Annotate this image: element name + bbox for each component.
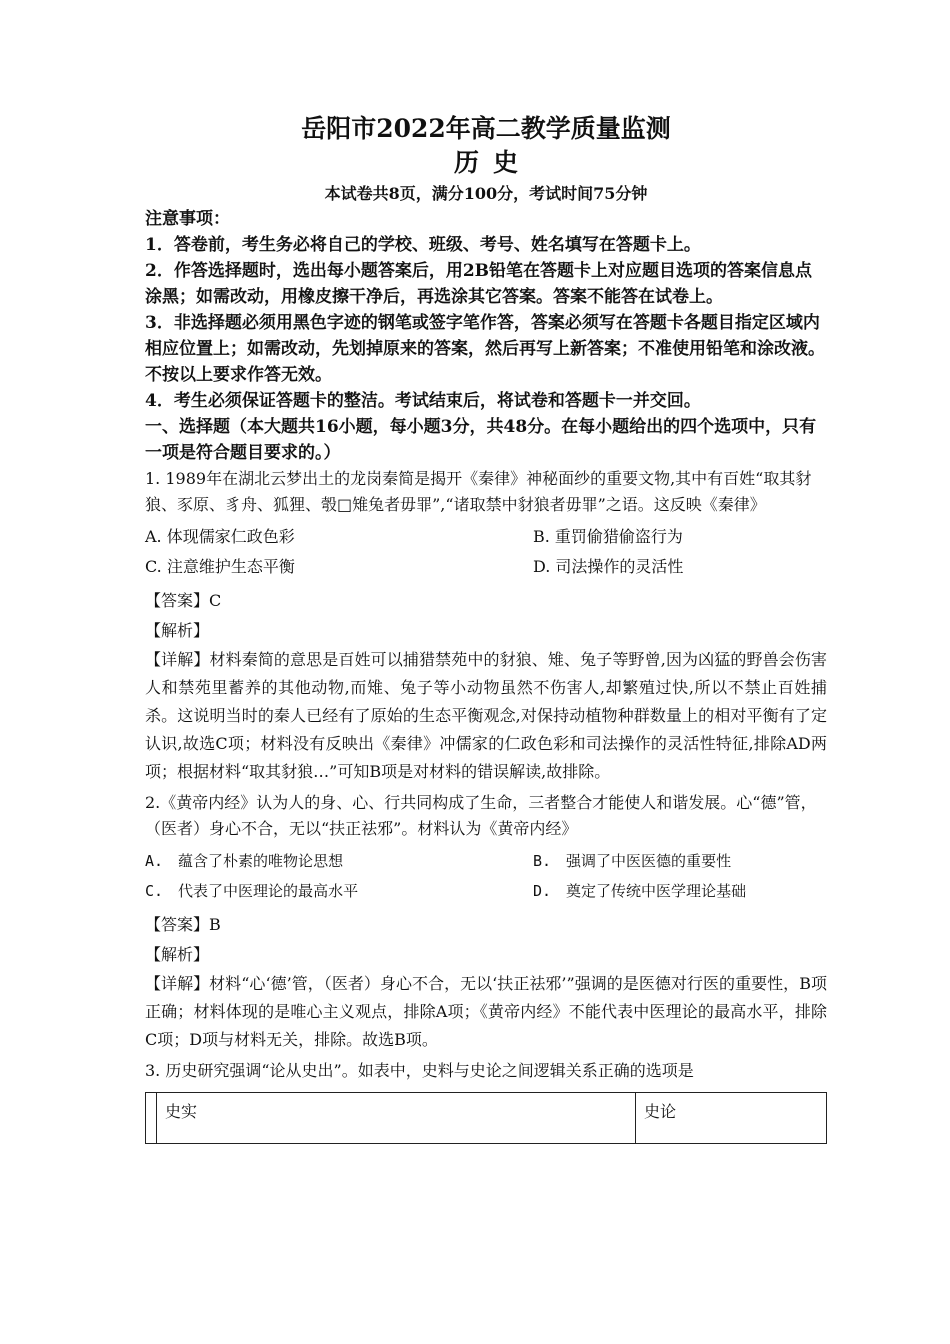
question-2-answer: 【答案】B bbox=[145, 915, 221, 934]
table-index-cell bbox=[146, 1093, 157, 1144]
question-2-analysis: 【解析】 bbox=[145, 945, 210, 964]
subject-title: 历史 bbox=[453, 148, 532, 177]
question-1-options bbox=[145, 522, 827, 582]
notice-item: 3．非选择题必须用黑色字迹的钢笔或签字笔作答，答案必须写在答题卡各题目指定区域内相应位置上；如需改动，先划掉原来的答案，然后再写上新答案；不准使用铅笔和涂改液。不按以上要求作答无效。 bbox=[145, 313, 825, 385]
option-c: C. 代表了中医理论的最高水平 bbox=[145, 882, 359, 900]
notice-item: 1．答卷前，考生务必将自己的学校、班级、考号、姓名填写在答题卡上。 bbox=[145, 235, 701, 255]
question-1-answer: 【答案】C bbox=[145, 591, 222, 610]
table-header-argument: 史论 bbox=[636, 1093, 827, 1144]
question-1-analysis: 【解析】 bbox=[145, 621, 210, 640]
table-header-row bbox=[146, 1093, 827, 1144]
question-2-stem: 2.《黄帝内经》认为人的身、心、行共同构成了生命，三者整合才能使人和谐发展。心“德”管，（医者）身心不合，无以“扶正祛邪”。材料认为《黄帝内经》 bbox=[145, 793, 817, 838]
question-3-stem: 3. 历史研究强调“论从史出”。如表中，史料与史论之间逻辑关系正确的选项是 bbox=[145, 1061, 694, 1080]
option-c: C. 注意维护生态平衡 bbox=[145, 557, 295, 576]
option-a: A. 体现儒家仁政色彩 bbox=[145, 527, 295, 546]
question-1-detail: 【详解】材料秦简的意思是百姓可以捕猎禁苑中的豺狼、雉、兔子等野曾,因为凶猛的野兽会伤害人和禁苑里蓄养的其他动物,而雉、兔子等小动物虽然不伤害人,却繁殖过快,所以不禁止百姓捕杀。这说明当时的秦人已经有了原始的生态平衡观念,对保持动植物种群数量上的相对平衡有了定认识,故选C项；材料没有反映出《秦律》冲儒家的仁政色彩和司法操作的灵活性特征,排除AD两项；根据材料“取其豺狼…”可知B项是对材料的错误解读,故排除。 bbox=[145, 650, 827, 781]
option-d: D. 司法操作的灵活性 bbox=[533, 557, 684, 576]
question-2-detail: 【详解】材料“心‘德’管，（医者）身心不合，无以‘扶正祛邪’”强调的是医德对行医的重要性，B项正确；材料体现的是唯心主义观点，排除A项；《黄帝内经》不能代表中医理论的最高水平，排除C项；D项与材料无关，排除。故选B项。 bbox=[145, 974, 827, 1049]
question-2-options bbox=[145, 846, 827, 906]
option-a: A. 蕴含了朴素的唯物论思想 bbox=[145, 852, 344, 870]
exam-info: 本试卷共8页，满分100分，考试时间75分钟 bbox=[324, 184, 648, 203]
notice-item: 2．作答选择题时，选出每小题答案后，用2B铅笔在答题卡上对应题目选项的答案信息点涂黑；如需改动，用橡皮擦干净后，再选涂其它答案。答案不能答在试卷上。 bbox=[145, 261, 813, 307]
notice-heading: 注意事项： bbox=[145, 209, 230, 229]
table-header-facts: 史实 bbox=[157, 1093, 636, 1144]
option-d: D. 奠定了传统中医学理论基础 bbox=[533, 882, 747, 900]
exam-title: 岳阳市2022年高二教学质量监测 bbox=[301, 114, 671, 143]
option-b: B. 重罚偷猎偷盗行为 bbox=[533, 527, 683, 546]
question-1-stem: 1. 1989年在湖北云梦出土的龙岗秦简是揭开《秦律》神秘面纱的重要文物,其中有百姓“取其豺狼、豕原、豸舟、狐狸、彀□雉兔者毋罪”,“诸取禁中豺狼者毋罪”之语。这反映《秦律》 bbox=[145, 469, 812, 514]
section-heading: 一、选择题（本大题共16小题，每小题3分，共48分。在每小题给出的四个选项中，只有一项是符合题目要求的。） bbox=[145, 417, 817, 463]
exam-page bbox=[145, 112, 827, 1144]
question-3-table bbox=[145, 1092, 827, 1144]
option-b: B. 强调了中医医德的重要性 bbox=[533, 852, 732, 870]
notice-item: 4．考生必须保证答题卡的整洁。考试结束后，将试卷和答题卡一并交回。 bbox=[145, 391, 701, 411]
